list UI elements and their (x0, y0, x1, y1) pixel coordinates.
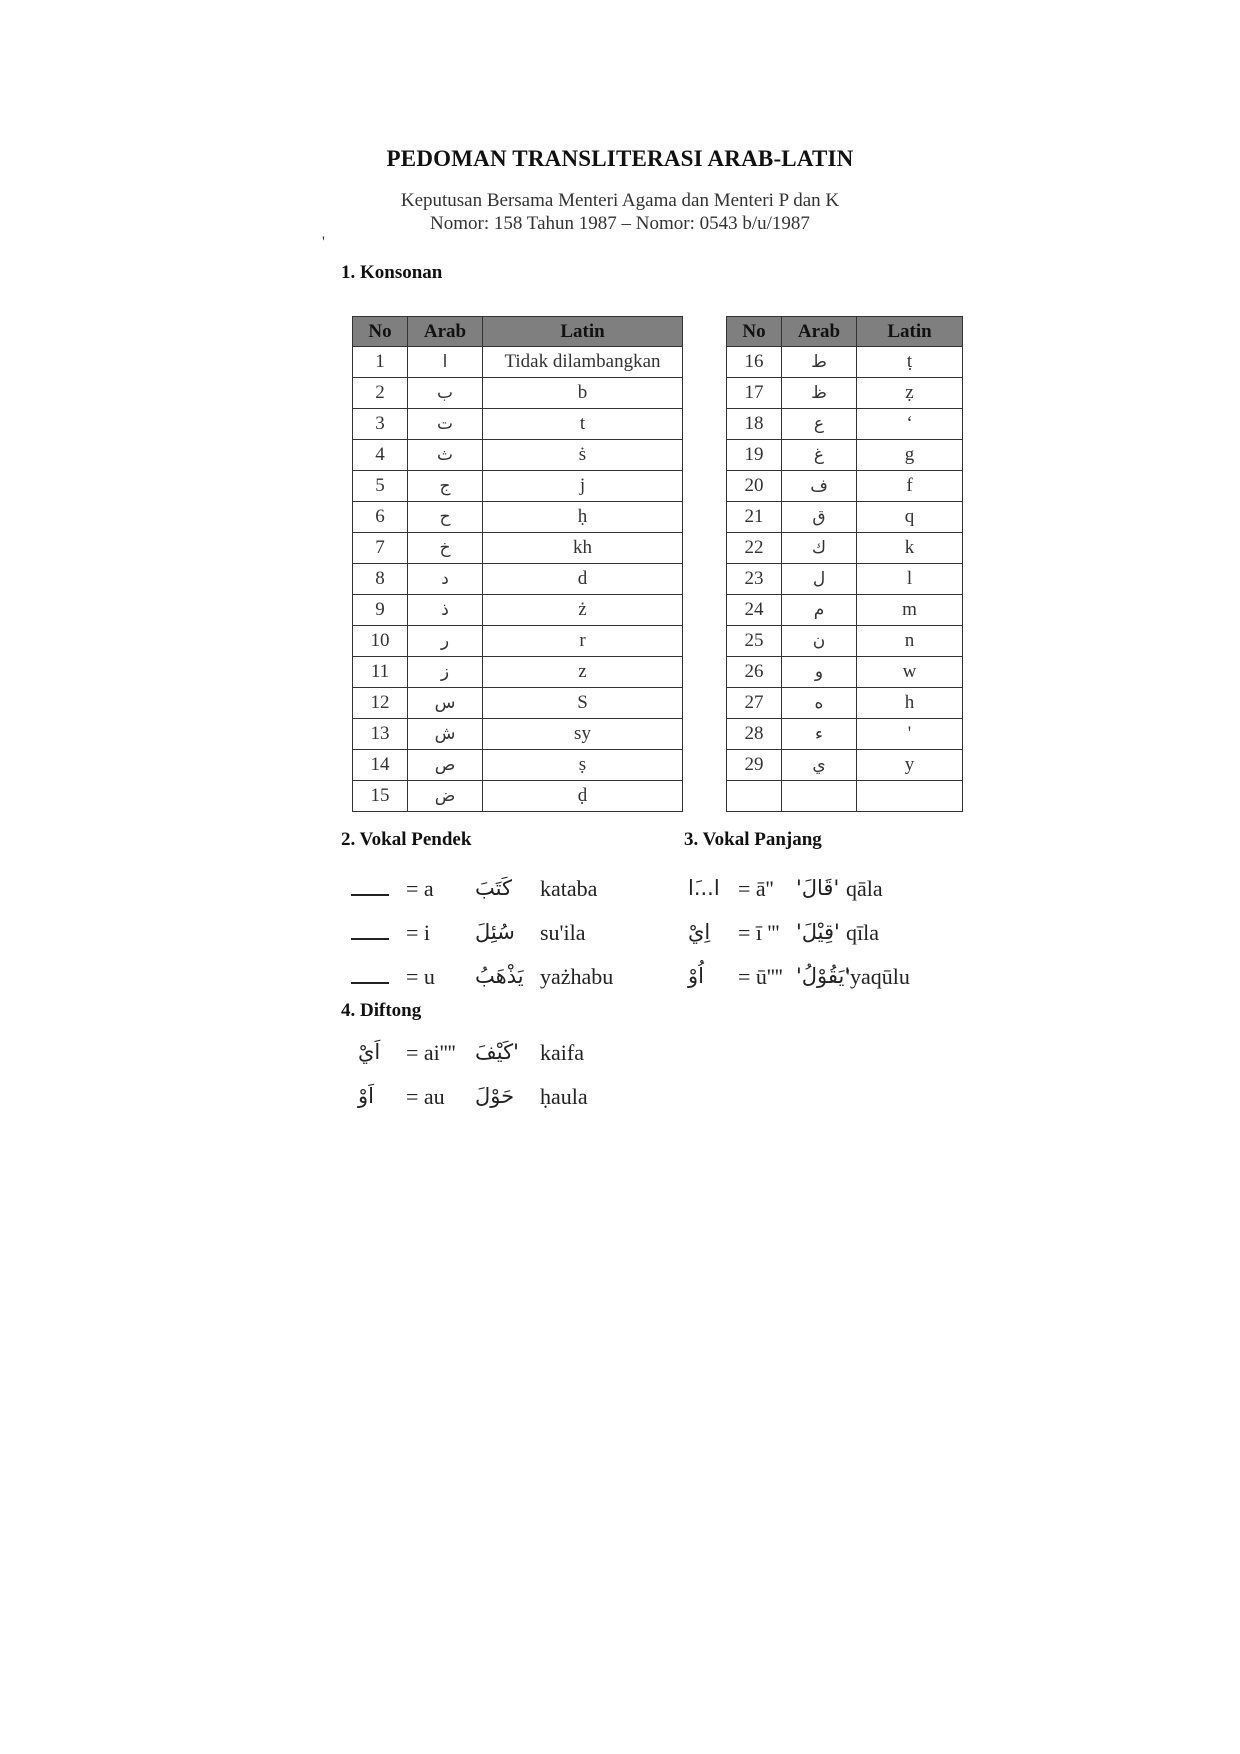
section-vokal-pendek-heading: 2. Vokal Pendek (341, 829, 472, 850)
cell-arab: ا (408, 347, 483, 378)
table-row (353, 688, 683, 719)
cell-latin: g (857, 440, 963, 471)
cell-latin: z (483, 657, 683, 688)
cell-latin: d (483, 564, 683, 595)
cell-no: 11 (353, 657, 408, 688)
vokal-sign: اِيْ (688, 920, 711, 944)
cell-arab: ز (408, 657, 483, 688)
cell-arab: ض (408, 781, 483, 812)
cell-no: 29 (727, 750, 782, 781)
vokal-pendek-row (350, 876, 650, 912)
cell-arab: ط (782, 347, 857, 378)
diftong-row (350, 1084, 650, 1120)
cell-no: 22 (727, 533, 782, 564)
cell-latin: y (857, 750, 963, 781)
cell-no: 17 (727, 378, 782, 409)
table-row (353, 533, 683, 564)
table-row (353, 502, 683, 533)
cell-no: 4 (353, 440, 408, 471)
cell-no: 16 (727, 347, 782, 378)
cell-latin: m (857, 595, 963, 626)
cell-latin: q (857, 502, 963, 533)
cell-no: 28 (727, 719, 782, 750)
cell-latin: k (857, 533, 963, 564)
stray-mark: ' (322, 234, 325, 251)
vokal-arab-word: 'قِيْلَ' (796, 920, 840, 944)
cell-latin: b (483, 378, 683, 409)
cell-latin: sy (483, 719, 683, 750)
cell-arab: ب (408, 378, 483, 409)
cell-latin: ṭ (857, 347, 963, 378)
table-row (727, 347, 963, 378)
cell-arab: ع (782, 409, 857, 440)
cell-no: 14 (353, 750, 408, 781)
header-no: No (353, 317, 408, 347)
table-row (727, 378, 963, 409)
cell-latin: ḥ (483, 502, 683, 533)
consonant-table-left (352, 316, 683, 812)
header-arab: Arab (782, 317, 857, 347)
vokal-equals: = ī ''' (738, 920, 780, 945)
diftong-sign: اَوْ (358, 1084, 374, 1108)
cell-latin: ' (857, 719, 963, 750)
table-row (727, 471, 963, 502)
table-row (727, 409, 963, 440)
table-row (727, 440, 963, 471)
vokal-latin-word: qāla (846, 876, 883, 901)
cell-arab: ف (782, 471, 857, 502)
vokal-pendek-row (350, 964, 650, 1000)
table-row (353, 626, 683, 657)
vokal-arab-word: كَتَبَ (475, 876, 512, 900)
vokal-equals: = ā'' (738, 876, 774, 901)
cell-latin: ṣ (483, 750, 683, 781)
header-latin: Latin (857, 317, 963, 347)
cell-no: 18 (727, 409, 782, 440)
vokal-equals: = u (406, 964, 435, 989)
diftong-latin-word: ḥaula (540, 1084, 588, 1109)
table-row (727, 626, 963, 657)
table-row (727, 719, 963, 750)
cell-latin: S (483, 688, 683, 719)
cell-no: 6 (353, 502, 408, 533)
header-arab: Arab (408, 317, 483, 347)
cell-latin: f (857, 471, 963, 502)
cell-latin: ż (483, 595, 683, 626)
cell-arab: ه (782, 688, 857, 719)
vokal-equals: = i (406, 920, 431, 945)
cell-arab: ج (408, 471, 483, 502)
cell-no: 23 (727, 564, 782, 595)
cell-arab: ر (408, 626, 483, 657)
vokal-equals: = a (406, 876, 434, 901)
section-konsonan-heading: 1. Konsonan (341, 262, 443, 283)
cell-arab: ق (782, 502, 857, 533)
cell-latin: n (857, 626, 963, 657)
cell-arab: س (408, 688, 483, 719)
cell-latin: l (857, 564, 963, 595)
cell-no: 26 (727, 657, 782, 688)
cell-no: 19 (727, 440, 782, 471)
vokal-arab-word: 'يَقُوْلُ' (796, 964, 851, 988)
vokal-latin-word: kataba (540, 876, 598, 901)
table-row (727, 595, 963, 626)
table-row (353, 719, 683, 750)
table-row (353, 657, 683, 688)
cell-no: 27 (727, 688, 782, 719)
vokal-arab-word: يَذْهَبُ (475, 964, 524, 988)
table-row (353, 750, 683, 781)
diftong-row (350, 1040, 650, 1076)
harakat-line (350, 876, 390, 902)
table-row (353, 440, 683, 471)
cell-no: 8 (353, 564, 408, 595)
cell-no: 10 (353, 626, 408, 657)
vokal-latin-word: 'yaqūlu (846, 964, 910, 989)
vokal-latin-word: yażhabu (540, 964, 614, 989)
vokal-sign: اُوْ (688, 964, 704, 988)
cell-no: 20 (727, 471, 782, 502)
cell-arab: ث (408, 440, 483, 471)
cell-no: 2 (353, 378, 408, 409)
cell-arab: ذ (408, 595, 483, 626)
harakat-line (350, 920, 390, 946)
cell-arab (782, 781, 857, 812)
cell-latin: r (483, 626, 683, 657)
vokal-latin-word: qīla (846, 920, 879, 945)
header-latin: Latin (483, 317, 683, 347)
table-row (353, 595, 683, 626)
table-row (727, 781, 963, 812)
cell-latin: t (483, 409, 683, 440)
cell-arab: ت (408, 409, 483, 440)
cell-arab: م (782, 595, 857, 626)
diftong-equals: = ai'''' (406, 1040, 456, 1065)
diftong-equals: = au (406, 1084, 445, 1109)
table-row (727, 502, 963, 533)
vokal-sign: ا...َا (688, 876, 720, 900)
cell-arab: ص (408, 750, 483, 781)
table-row (727, 657, 963, 688)
cell-no: 12 (353, 688, 408, 719)
cell-arab: ش (408, 719, 483, 750)
cell-arab: ن (782, 626, 857, 657)
subtitle-number: Nomor: 158 Tahun 1987 – Nomor: 0543 b/u/1987 (430, 213, 810, 234)
cell-no (727, 781, 782, 812)
cell-no: 1 (353, 347, 408, 378)
cell-latin (857, 781, 963, 812)
cell-latin: j (483, 471, 683, 502)
diftong-arab-word: 'كَيْفَ (475, 1040, 519, 1064)
cell-arab: و (782, 657, 857, 688)
cell-no: 13 (353, 719, 408, 750)
cell-latin: Tidak dilambangkan (483, 347, 683, 378)
cell-arab: ك (782, 533, 857, 564)
cell-no: 15 (353, 781, 408, 812)
consonant-table-right (726, 316, 963, 812)
table-row (353, 781, 683, 812)
vokal-latin-word: su'ila (540, 920, 586, 945)
cell-arab: ح (408, 502, 483, 533)
cell-no: 24 (727, 595, 782, 626)
cell-latin: ‘ (857, 409, 963, 440)
table-row (727, 750, 963, 781)
cell-arab: غ (782, 440, 857, 471)
table-row (727, 564, 963, 595)
section-diftong-heading: 4. Diftong (341, 1000, 422, 1021)
cell-no: 9 (353, 595, 408, 626)
cell-no: 21 (727, 502, 782, 533)
cell-latin: kh (483, 533, 683, 564)
table-row (353, 471, 683, 502)
table-row (727, 688, 963, 719)
cell-latin: ḍ (483, 781, 683, 812)
cell-arab: ل (782, 564, 857, 595)
vokal-equals: = ū'''' (738, 964, 783, 989)
table-row (353, 378, 683, 409)
diftong-sign: اَيْ (358, 1040, 381, 1064)
vokal-panjang-row (688, 876, 948, 912)
page-title: PEDOMAN TRANSLITERASI ARAB-LATIN (386, 146, 854, 171)
cell-no: 7 (353, 533, 408, 564)
vokal-panjang-row (688, 920, 948, 956)
cell-no: 3 (353, 409, 408, 440)
table-row (727, 533, 963, 564)
table-row (353, 409, 683, 440)
cell-no: 5 (353, 471, 408, 502)
harakat-line (350, 964, 390, 990)
cell-latin: ṡ (483, 440, 683, 471)
cell-arab: ي (782, 750, 857, 781)
vokal-arab-word: سُئِلَ (475, 920, 515, 944)
cell-arab: ظ (782, 378, 857, 409)
cell-latin: h (857, 688, 963, 719)
cell-arab: د (408, 564, 483, 595)
cell-arab: خ (408, 533, 483, 564)
vokal-panjang-row (688, 964, 948, 1000)
section-vokal-panjang-heading: 3. Vokal Panjang (684, 829, 822, 850)
subtitle-decree: Keputusan Bersama Menteri Agama dan Menteri P dan K (400, 190, 840, 211)
diftong-arab-word: حَوْلَ (475, 1084, 515, 1108)
table-row (353, 564, 683, 595)
cell-arab: ء (782, 719, 857, 750)
diftong-latin-word: kaifa (540, 1040, 584, 1065)
cell-latin: ẓ (857, 378, 963, 409)
table-row (353, 347, 683, 378)
vokal-arab-word: 'قَالَ' (796, 876, 840, 900)
header-no: No (727, 317, 782, 347)
cell-latin: w (857, 657, 963, 688)
cell-no: 25 (727, 626, 782, 657)
vokal-pendek-row (350, 920, 650, 956)
